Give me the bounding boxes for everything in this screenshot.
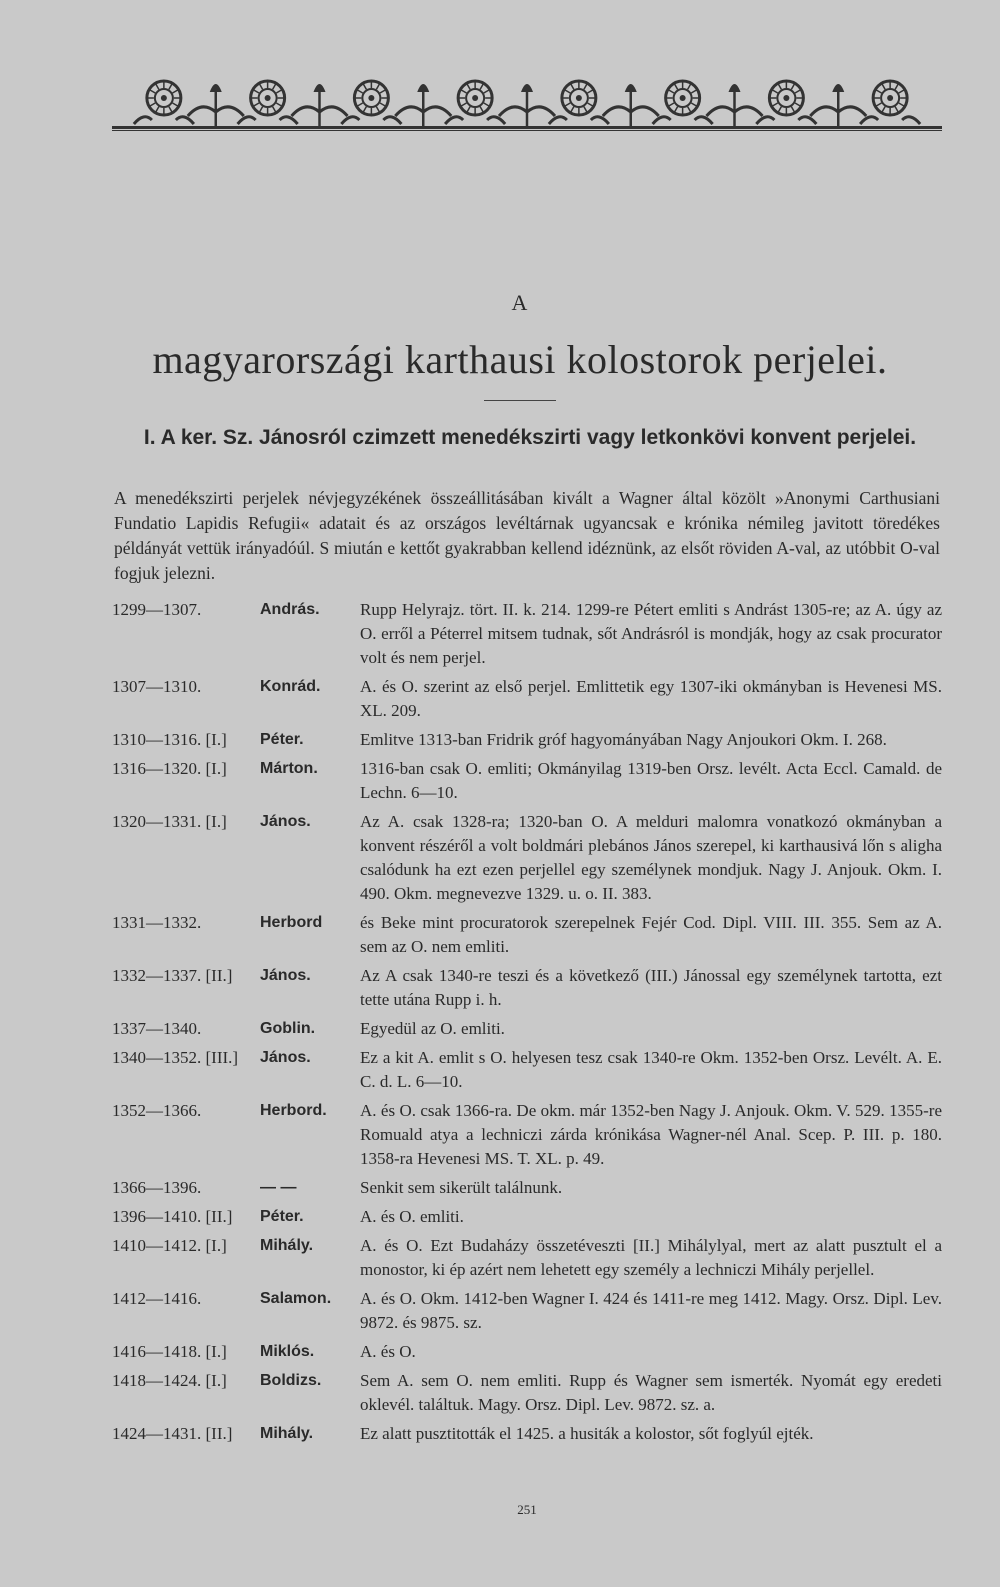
page-number: 251 xyxy=(517,1502,537,1517)
prior-list xyxy=(112,598,942,1451)
entry-date: 1307—1310. xyxy=(112,677,202,696)
list-item xyxy=(112,1340,942,1364)
entry-description: Az A csak 1340-re teszi és a következő (III.) Jánossal egy személynek tartotta, ezt tette utána Rupp i. h. xyxy=(360,966,942,1009)
entry-name: Herbord xyxy=(260,914,323,931)
entry-date: 1320—1331. [I.] xyxy=(112,812,227,831)
entry-date: 1299—1307. xyxy=(112,600,202,619)
entry-name: János. xyxy=(260,1049,311,1066)
entry-date: 1410—1412. [I.] xyxy=(112,1236,227,1255)
entry-name: Péter. xyxy=(260,1208,304,1225)
entry-name: János. xyxy=(260,967,311,984)
entry-description: Emlitve 1313-ban Fridrik gróf hagyományában Nagy Anjoukori Okm. I. 268. xyxy=(360,730,887,749)
entry-date: 1416—1418. [I.] xyxy=(112,1342,227,1361)
entry-date: 1352—1366. xyxy=(112,1101,202,1120)
title-divider xyxy=(484,400,556,401)
entry-date: 1337—1340. xyxy=(112,1019,202,1038)
entry-name: — — xyxy=(260,1179,297,1196)
list-item xyxy=(112,1099,942,1171)
floral-border-icon xyxy=(112,72,942,134)
entry-date: 1418—1424. [I.] xyxy=(112,1371,227,1390)
intro-paragraph: A menedékszirti perjelek névjegyzékének összeállitásában kivált a Wagner által közölt »Anonymi Carthusiani Fundatio Lapidis Refugii« adatait és az országos levéltárnak ugyancsak e krónika némileg javitott töredékes példányát vettük irányadóúl. S miután e kettőt gyakrabban kellend idéznünk, az elsőt röviden A-val, az utóbbit O-val fogjuk jelezni. xyxy=(114,488,940,583)
list-item xyxy=(112,1369,942,1417)
title-letter: A xyxy=(511,290,529,315)
entry-name: Márton. xyxy=(260,760,318,777)
list-item xyxy=(112,1176,942,1200)
entry-date: 1340—1352. [III.] xyxy=(112,1048,239,1067)
list-item xyxy=(112,1205,942,1229)
entry-description: A. és O. xyxy=(360,1342,416,1361)
entry-description: A. és O. Okm. 1412-ben Wagner I. 424 és 1411-re meg 1412. Magy. Orsz. Dipl. Lev. 9872. és 9875. sz. xyxy=(360,1289,942,1332)
entry-name: András. xyxy=(260,601,320,618)
entry-date: 1332—1337. [II.] xyxy=(112,966,233,985)
entry-name: Herbord. xyxy=(260,1102,327,1119)
entry-name: Mihály. xyxy=(260,1425,314,1442)
entry-description: Ez a kit A. emlit s O. helyesen tesz csak 1340-re Okm. 1352-ben Orsz. Levélt. A. E. C. d. L. 6—10. xyxy=(360,1048,942,1091)
entry-name: János. xyxy=(260,813,311,830)
entry-description: A. és O. Ezt Budaházy összetéveszti [II.] Mihálylyal, mert az alatt pusztult el a monostor, ki ép azért nem lehetett egy személy a lechniczi Mihály perjellel. xyxy=(360,1236,942,1279)
entry-description: Rupp Helyrajz. tört. II. k. 214. 1299-re Pétert emliti s Andrást 1305-re; az A. úgy az O. erről a Péterrel mitsem tudnak, sőt Andrásról is mondják, hogy az csak procurator volt és nem perjel. xyxy=(360,600,942,667)
list-item xyxy=(112,911,942,959)
entry-description: Egyedül az O. emliti. xyxy=(360,1019,505,1038)
list-item xyxy=(112,728,942,752)
list-item xyxy=(112,1287,942,1335)
entry-name: Goblin. xyxy=(260,1020,316,1037)
entry-date: 1310—1316. [I.] xyxy=(112,730,227,749)
entry-name: Konrád. xyxy=(260,678,321,695)
list-item xyxy=(112,598,942,670)
list-item xyxy=(112,1234,942,1282)
entry-name: Péter. xyxy=(260,731,304,748)
entry-description: A. és O. csak 1366-ra. De okm. már 1352-ben Nagy J. Anjouk. Okm. V. 529. 1355-re Romuald atya a lechniczi zárda krónikása Wagner-nél Anal. Scep. P. III. p. 180. 1358-ra Hevenesi MS. T. XL. p. 49. xyxy=(360,1101,942,1168)
list-item xyxy=(112,675,942,723)
page-title: magyarországi karthausi kolostorok perjelei. xyxy=(152,337,888,382)
list-item xyxy=(112,810,942,906)
entry-name: Boldizs. xyxy=(260,1372,322,1389)
entry-description: Ez alatt pusztitották el 1425. a husiták a kolostor, sőt foglyúl ejték. xyxy=(360,1424,814,1443)
section-title: I. A ker. Sz. Jánosról czimzett menedékszirti vagy letkonkövi konvent perjelei. xyxy=(143,426,917,449)
entry-description: Sem A. sem O. nem emliti. Rupp és Wagner sem ismerték. Nyomát egy eredeti oklevél. találtuk. Magy. Orsz. Dipl. Lev. 9872. sz. a. xyxy=(360,1371,942,1414)
entry-date: 1366—1396. xyxy=(112,1178,202,1197)
list-item xyxy=(112,1017,942,1041)
list-item xyxy=(112,964,942,1012)
list-item xyxy=(112,1046,942,1094)
entry-date: 1396—1410. [II.] xyxy=(112,1207,233,1226)
entry-name: Mihály. xyxy=(260,1237,314,1254)
entry-description: A. és O. szerint az első perjel. Emlittetik egy 1307-iki okmányban is Hevenesi MS. XL. 209. xyxy=(360,677,942,720)
entry-name: Miklós. xyxy=(260,1343,315,1360)
entry-description: 1316-ban csak O. emliti; Okmányilag 1319-ben Orsz. levélt. Acta Eccl. Camald. de Lechn. 6—10. xyxy=(360,759,942,802)
entry-date: 1316—1320. [I.] xyxy=(112,759,227,778)
entry-name: Salamon. xyxy=(260,1290,332,1307)
entry-date: 1412—1416. xyxy=(112,1289,202,1308)
list-item xyxy=(112,757,942,805)
list-item xyxy=(112,1422,942,1446)
entry-date: 1331—1332. xyxy=(112,913,202,932)
entry-date: 1424—1431. [II.] xyxy=(112,1424,233,1443)
entry-description: A. és O. emliti. xyxy=(360,1207,464,1226)
entry-description: és Beke mint procuratorok szerepelnek Fejér Cod. Dipl. VIII. III. 355. Sem az A. sem az O. nem emliti. xyxy=(360,913,942,956)
entry-description: Az A. csak 1328-ra; 1320-ban O. A melduri malomra vonatkozó okmányban a konvent részéről a volt boldmári plebános János szerepel, ki karthausivá lőn s aligha csalódunk ha ezt ezen perjellel egy személynek mondjuk. Nagy J. Anjouk. Okm. I. 490. Okm. megnevezve 1329. u. o. II. 383. xyxy=(360,812,942,903)
entry-description: Senkit sem sikerült találnunk. xyxy=(360,1178,563,1197)
